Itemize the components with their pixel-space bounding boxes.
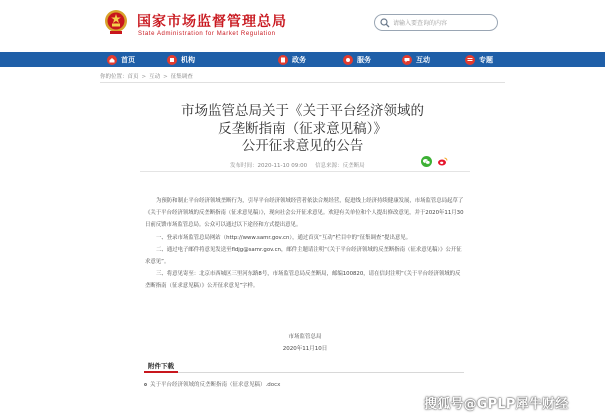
interaction-icon	[402, 55, 412, 65]
service-icon	[343, 55, 353, 65]
wechat-icon[interactable]	[421, 156, 432, 167]
share-bar	[421, 155, 448, 167]
signature-org: 市场监管总局	[288, 334, 322, 340]
article-body	[145, 195, 465, 293]
search-box[interactable]	[374, 14, 498, 31]
nav-item-service[interactable]	[343, 52, 371, 67]
article-title	[100, 103, 505, 156]
breadcrumb-interaction[interactable]: 互动	[149, 74, 161, 80]
watermark: 搜狐号@GPLP犀牛财经	[424, 397, 569, 412]
home-icon	[107, 55, 117, 65]
nav-item-government-affairs[interactable]	[278, 52, 306, 67]
attachments-title: 附件下载	[144, 361, 178, 373]
breadcrumb-separator: >	[141, 74, 147, 80]
signature	[240, 331, 370, 355]
nav-label: 首页	[121, 55, 135, 64]
info-source: 信息来源：反垄断局	[315, 163, 365, 169]
site-subtitle: State Administration for Market Regulation	[138, 31, 276, 37]
weibo-icon[interactable]	[437, 156, 448, 167]
article-meta	[230, 161, 365, 169]
main-nav	[0, 52, 605, 67]
paragraph: 二、通过电子邮件将意见发送至fldjg@samr.gov.cn，邮件主题请注明“《关于平台经济领域的反垄断指南（征求意见稿）》公开征求意见”。	[145, 246, 462, 266]
divider	[140, 171, 470, 172]
breadcrumb	[100, 72, 193, 80]
attachment-link[interactable]	[144, 380, 280, 388]
divider	[100, 82, 505, 83]
signature-date: 2020年11月10日	[282, 346, 328, 352]
bullet-icon	[144, 383, 147, 386]
breadcrumb-separator: >	[163, 74, 168, 80]
nav-label: 机构	[181, 55, 195, 64]
nav-label: 政务	[292, 55, 306, 64]
nav-label: 专题	[479, 55, 493, 64]
breadcrumb-home[interactable]: 你的位置：首页	[100, 74, 139, 80]
nav-label: 服务	[357, 55, 371, 64]
government-affairs-icon	[278, 55, 288, 65]
nav-item-home[interactable]	[107, 52, 135, 67]
nav-item-topics[interactable]	[465, 52, 493, 67]
article-title-line: 市场监管总局关于《关于平台经济领域的	[181, 103, 424, 119]
nav-item-organization[interactable]	[167, 52, 195, 67]
attachments-header	[144, 359, 464, 373]
nav-label: 互动	[416, 55, 430, 64]
site-title[interactable]: 国家市场监督管理总局	[137, 14, 287, 30]
topics-icon	[465, 55, 475, 65]
site-header	[0, 0, 605, 48]
search-input[interactable]	[393, 17, 493, 29]
publish-date: 发布时间：2020-11-10 09:00	[230, 163, 308, 169]
nav-item-interaction[interactable]	[402, 52, 430, 67]
article-title-line: 反垄断指南（征求意见稿）》	[218, 120, 387, 137]
article-title-line: 公开征求意见的公告	[241, 138, 364, 154]
breadcrumb-survey[interactable]: 征集调查	[170, 74, 193, 80]
paragraph: 三、将意见寄至：北京市西城区三里河东路8号，市场监管总局反垄断局，邮编100820，请在信封注明“《关于平台经济领域的反垄断指南（征求意见稿）》公开征求意见”字样。	[145, 271, 461, 290]
national-emblem-icon[interactable]	[104, 8, 128, 36]
paragraph: 一、登录市场监管总局网站（http://www.samr.gov.cn），通过首页“互动”栏目中的“征集调查”提出意见。	[156, 234, 412, 241]
paragraph: 为预防和制止平台经济领域垄断行为，引导平台经济领域经营者依法合规经营，促进线上经济持续健康发展，市场监管总局起草了《关于平台经济领域的反垄断指南（征求意见稿）》，现向社会公开征求意见。欢迎有关单位和个人提出修改意见，并于2020年11月30日前反馈市场监管总局。公众可以通过以下途径和方式提出意见。	[145, 198, 464, 229]
organization-icon	[167, 55, 177, 65]
attachment-filename[interactable]: 关于平台经济领域的反垄断指南（征求意见稿）.docx	[150, 382, 281, 388]
search-icon[interactable]	[380, 18, 390, 28]
